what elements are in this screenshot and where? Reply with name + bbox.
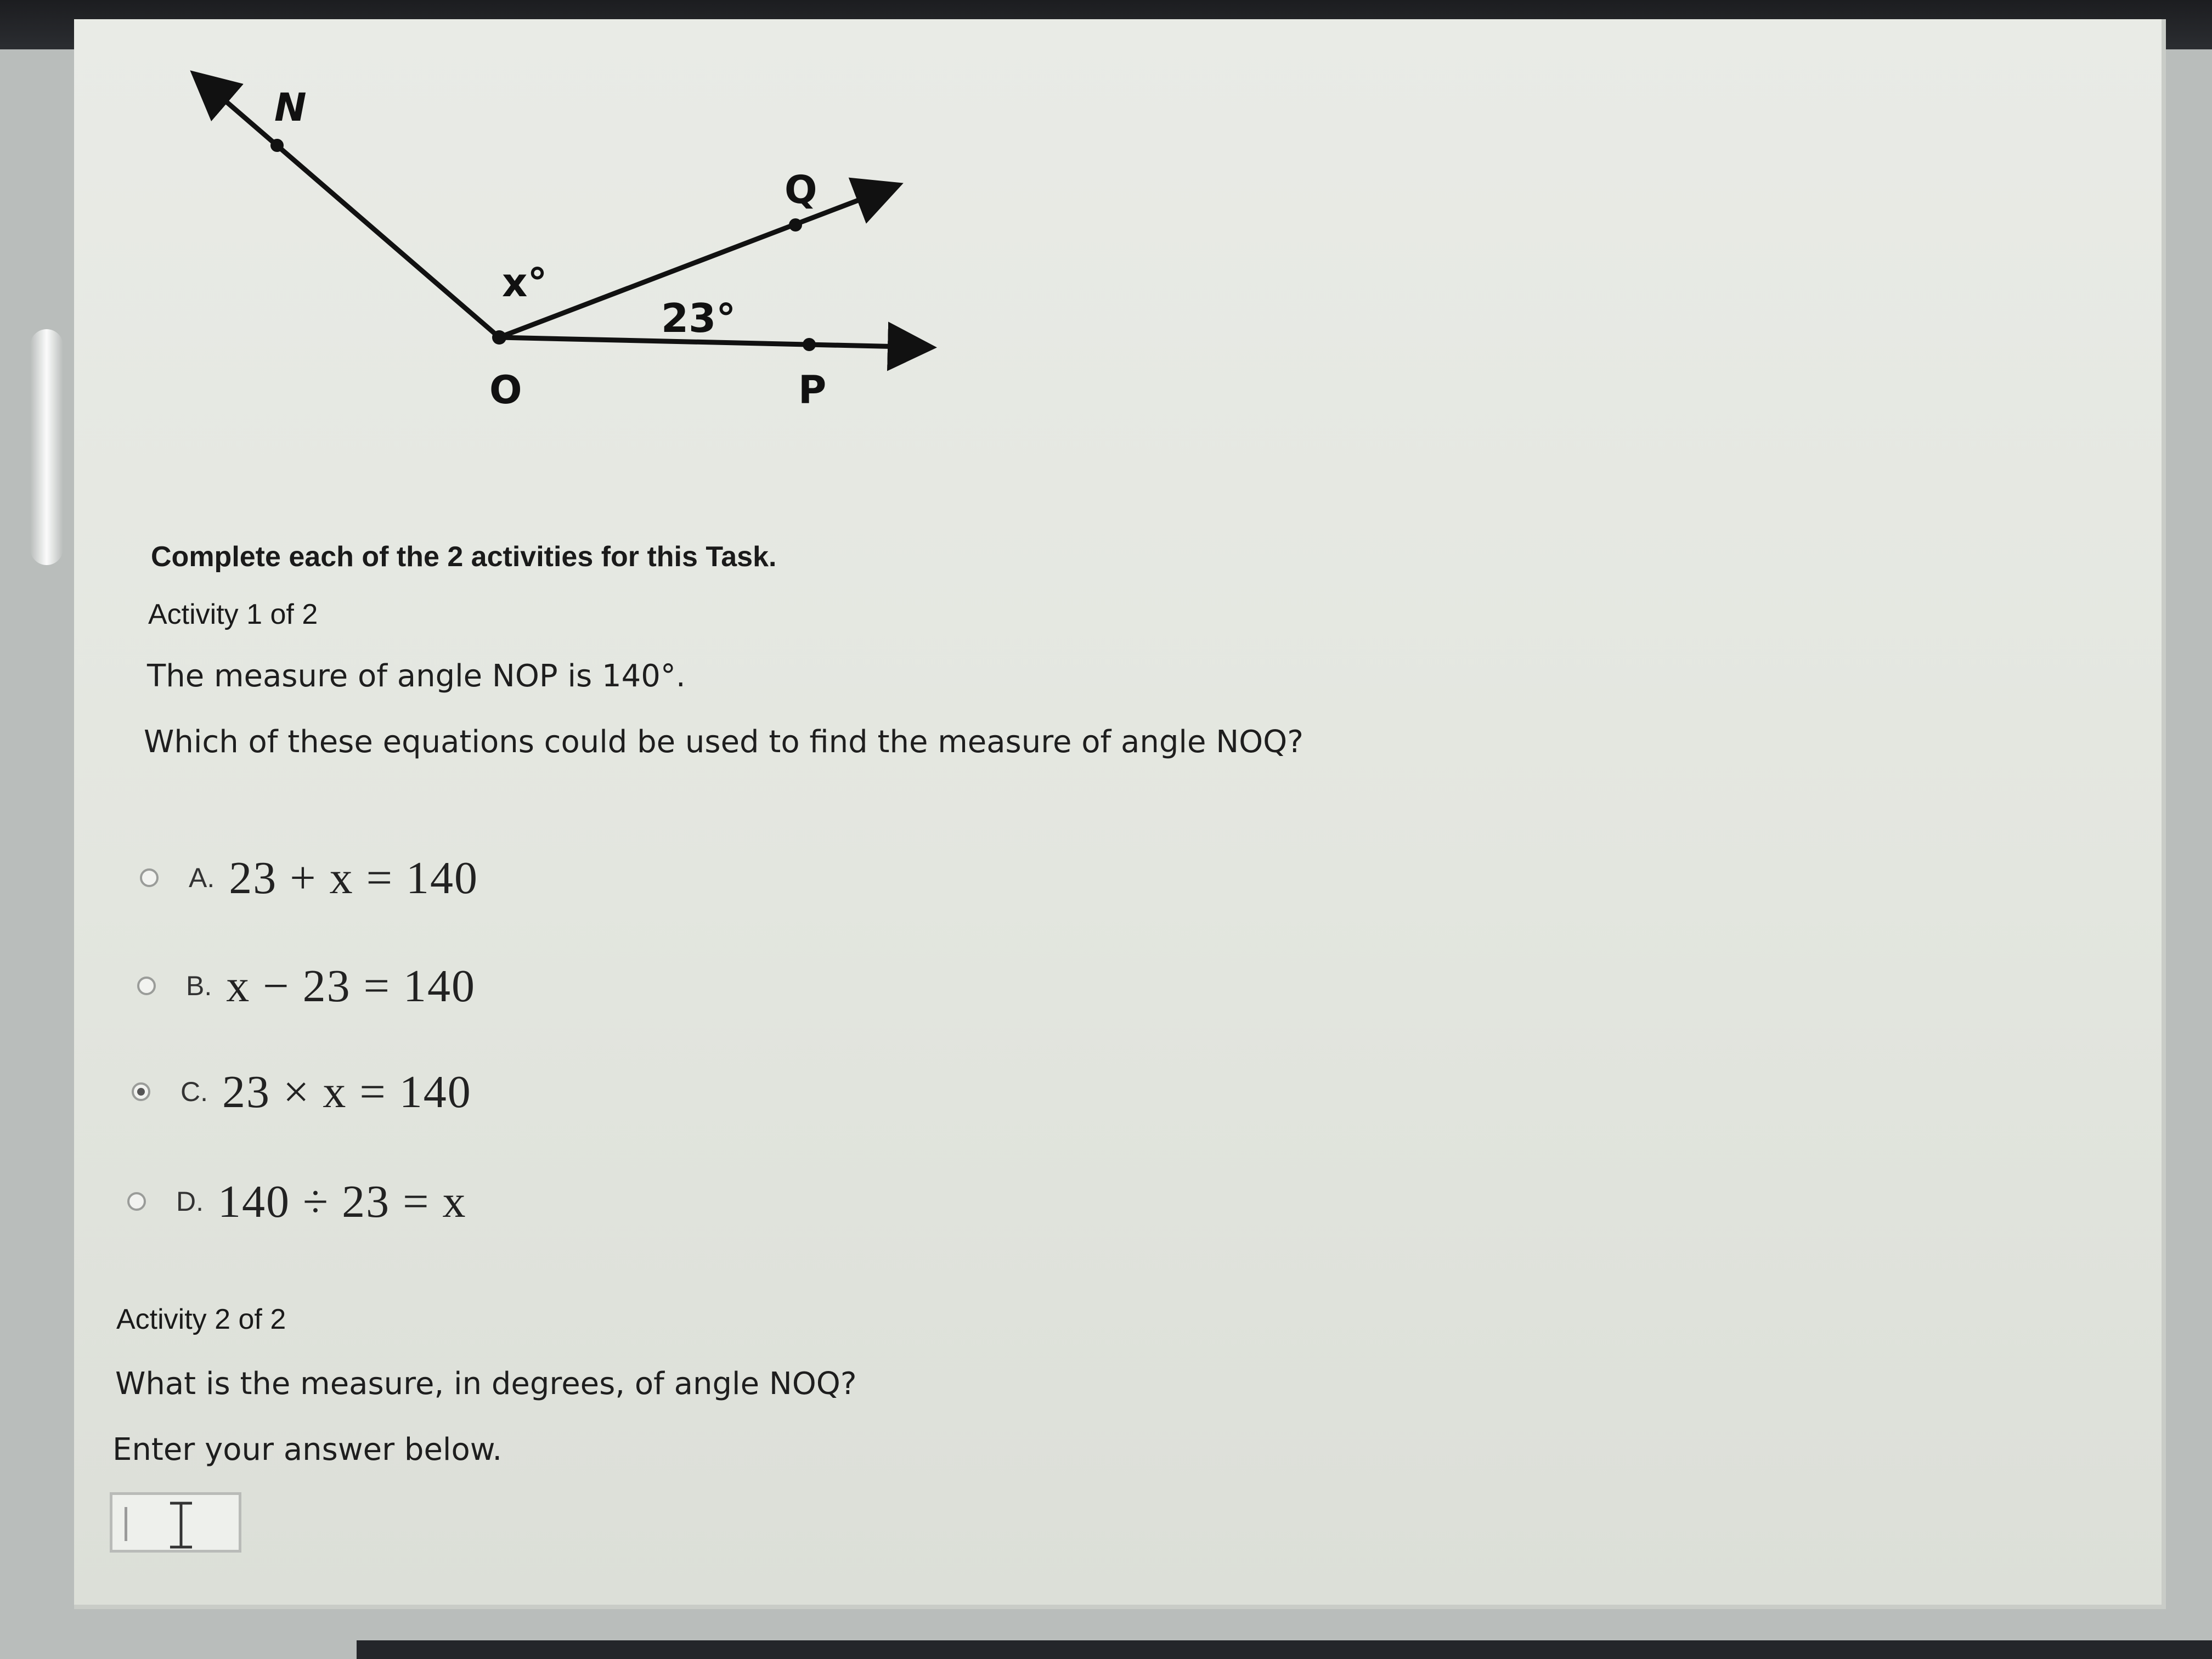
point-p-label: P [798, 368, 827, 413]
ray-on [198, 77, 499, 337]
angle-diagram [154, 38, 966, 422]
activity2-instruction: Enter your answer below. [112, 1432, 503, 1468]
activity1-question: Which of these equations could be used to find the measure of angle NOQ? [144, 724, 1304, 760]
activity1-heading: Activity 1 of 2 [148, 599, 318, 630]
option-b-letter: B. [186, 970, 212, 1001]
point-q-label: Q [785, 167, 817, 212]
option-d-radio[interactable] [127, 1192, 146, 1211]
option-b[interactable] [137, 956, 476, 1016]
option-b-radio[interactable] [137, 977, 156, 995]
monitor-bottom-bezel [357, 1640, 2212, 1659]
option-a[interactable] [140, 848, 478, 908]
option-d-equation: 140 ÷ 23 = x [218, 1176, 467, 1227]
angle-x-label: x° [502, 259, 548, 306]
option-c-radio[interactable] [132, 1082, 150, 1101]
option-a-radio[interactable] [140, 868, 159, 887]
option-c[interactable] [132, 1062, 472, 1122]
point-n-dot [270, 139, 284, 152]
option-a-letter: A. [189, 862, 215, 893]
option-b-equation: x − 23 = 140 [226, 960, 476, 1012]
point-n-label: N [274, 85, 307, 130]
activity2-question: What is the measure, in degrees, of angle NOQ? [115, 1366, 857, 1402]
point-o-label: O [489, 368, 522, 413]
option-c-letter: C. [180, 1076, 208, 1107]
point-q-dot [789, 218, 802, 232]
point-p-dot [803, 338, 816, 351]
text-caret [125, 1507, 127, 1541]
angle-23-label: 23° [661, 295, 736, 341]
task-intro: Complete each of the 2 activities for this Task. [151, 541, 777, 573]
point-o-dot [492, 330, 506, 345]
option-d-letter: D. [176, 1186, 204, 1217]
activity2-heading: Activity 2 of 2 [116, 1304, 286, 1335]
option-d[interactable] [127, 1171, 466, 1232]
option-a-equation: 23 + x = 140 [229, 852, 478, 904]
screen-glare [30, 329, 63, 565]
ibeam-cursor-icon [165, 1500, 198, 1550]
activity1-statement: The measure of angle NOP is 140°. [147, 658, 686, 694]
option-c-equation: 23 × x = 140 [222, 1066, 472, 1118]
angle-diagram-svg [154, 38, 966, 422]
